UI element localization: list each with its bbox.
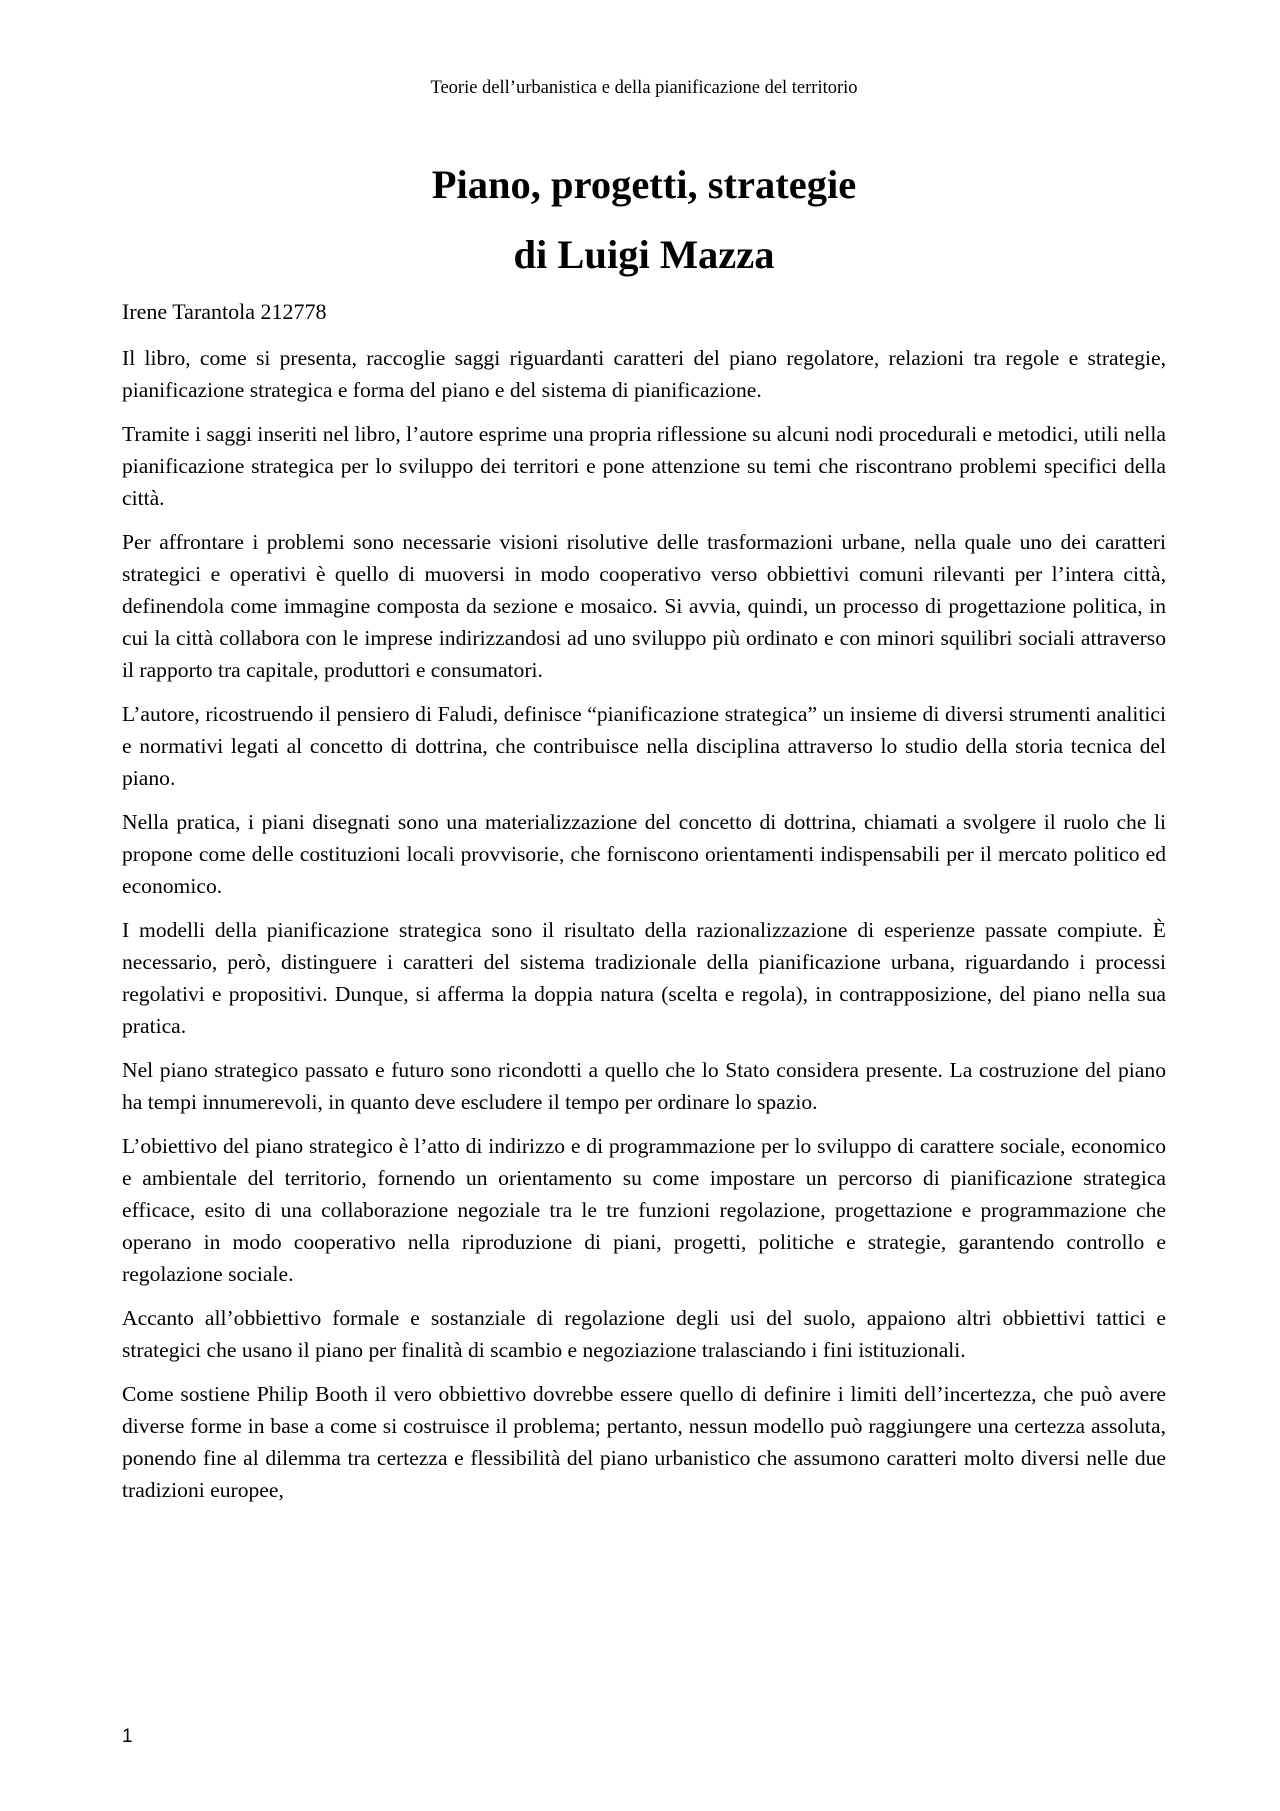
paragraph: I modelli della pianificazione strategica sono il risultato della razionalizzazione di esperienze passate compiute. È necessario, però, distinguere i caratteri del sistema tradizionale della pianificazione urbana, riguardando i processi regolativi e propositivi. Dunque, si afferma la doppia natura (scelta e regola), in contrapposizione, del piano nella sua pratica. — [122, 918, 1166, 1038]
paragraph: Per affrontare i problemi sono necessarie visioni risolutive delle trasformazioni urbane, nella quale uno dei caratteri strategici e operativi è quello di muoversi in modo cooperativo verso obbiettivi comuni rilevanti per l’intera città, definendola come immagine composta da sezione e mosaico. Si avvia, quindi, un processo di progettazione politica, in cui la città collabora con le imprese indirizzandosi ad uno sviluppo più ordinato e con minori squilibri sociali attraverso il rapporto tra capitale, produttori e consumatori. — [122, 530, 1166, 682]
paragraph: Accanto all’obbiettivo formale e sostanziale di regolazione degli usi del suolo, appaiono altri obbiettivi tattici e strategici che usano il piano per finalità di scambio e negoziazione tralasciando i fini istituzionali. — [122, 1306, 1166, 1362]
paragraph: Come sostiene Philip Booth il vero obbiettivo dovrebbe essere quello di definire i limiti dell’incertezza, che può avere diverse forme in base a come si costruisce il problema; pertanto, nessun modello può raggiungere una certezza assoluta, ponendo fine al dilemma tra certezza e flessibilità del piano urbanistico che assumono caratteri molto diversi nelle due tradizioni europee, — [122, 1382, 1166, 1502]
paragraph: Nella pratica, i piani disegnati sono una materializzazione del concetto di dottrina, chiamati a svolgere il ruolo che li propone come delle costituzioni locali provvisorie, che forniscono orientamenti indispensabili per il mercato politico ed economico. — [122, 810, 1166, 898]
paragraph: L’autore, ricostruendo il pensiero di Faludi, definisce “pianificazione strategica” un insieme di diversi strumenti analitici e normativi legati al concetto di dottrina, che contribuisce nella disciplina attraverso lo studio della storia tecnica del piano. — [122, 702, 1166, 790]
running-header: Teorie dell’urbanistica e della pianificazione del territorio — [430, 78, 858, 98]
document-title — [122, 150, 1166, 290]
paragraph: Nel piano strategico passato e futuro sono ricondotti a quello che lo Stato considera presente. La costruzione del piano ha tempi innumerevoli, in quanto deve escludere il tempo per ordinare lo spazio. — [122, 1058, 1166, 1114]
title-line-1: Piano, progetti, strategie — [431, 162, 857, 207]
paragraph: L’obiettivo del piano strategico è l’atto di indirizzo e di programmazione per lo sviluppo di carattere sociale, economico e ambientale del territorio, fornendo un orientamento su come impostare un percorso di pianificazione strategica efficace, esito di una collaborazione negoziale tra le tre funzioni regolazione, progettazione e programmazione che operano in modo cooperativo nella riproduzione di piani, progetti, politiche e strategie, garantendo controllo e regolazione sociale. — [122, 1134, 1166, 1286]
page-number: 1 — [122, 1726, 133, 1747]
title-line-2: di Luigi Mazza — [513, 232, 775, 277]
paragraph: Tramite i saggi inseriti nel libro, l’autore esprime una propria riflessione su alcuni nodi procedurali e metodici, utili nella pianificazione strategica per lo sviluppo dei territori e pone attenzione su temi che riscontrano problemi specifici della città. — [122, 422, 1166, 510]
paragraph: Il libro, come si presenta, raccoglie saggi riguardanti caratteri del piano regolatore, relazioni tra regole e strategie, pianificazione strategica e forma del piano e del sistema di pianificazione. — [122, 346, 1166, 402]
body-text — [122, 342, 1166, 1518]
author-line: Irene Tarantola 212778 — [122, 299, 327, 324]
